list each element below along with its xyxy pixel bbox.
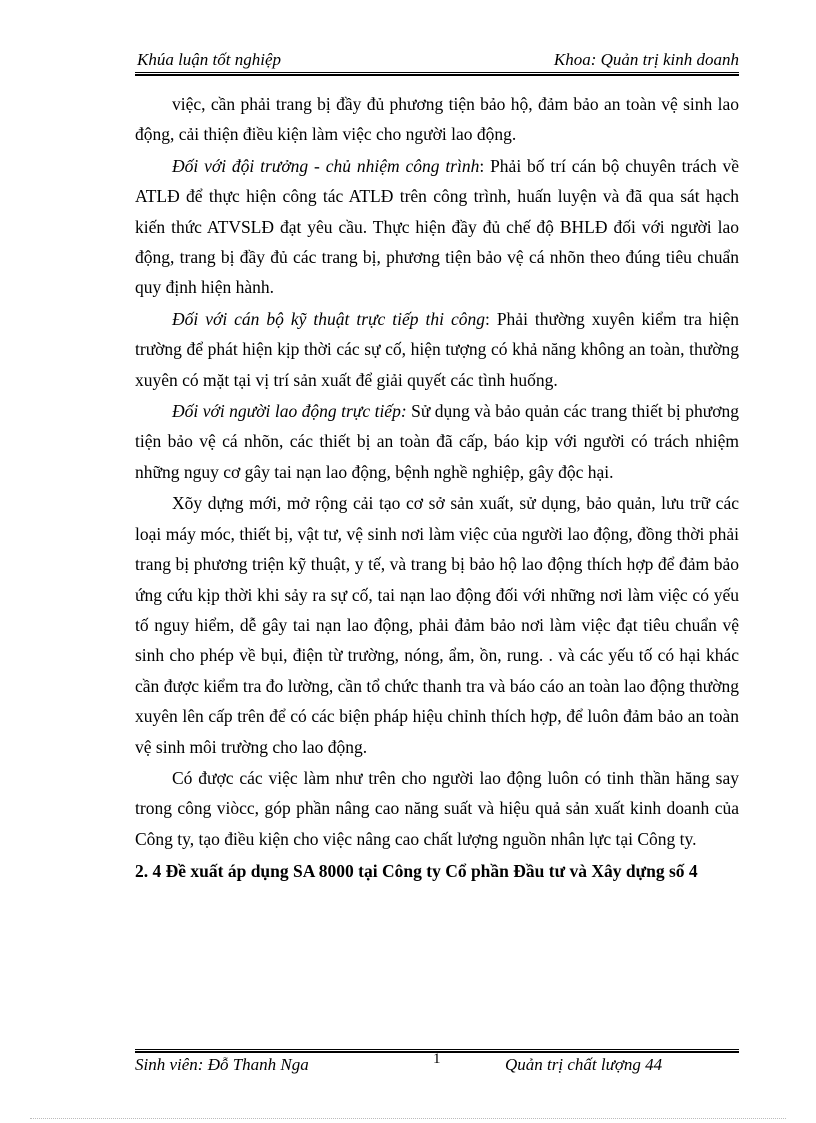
page-footer: [135, 1051, 739, 1079]
paragraph-3-lead: Đối với người lao động trực tiếp:: [172, 401, 407, 422]
footer-student: Sinh viên: Đỗ Thanh Nga: [135, 1055, 309, 1074]
paragraph-3: [135, 396, 739, 487]
header-right-text: Khoa: Quản trị kinh doanh: [553, 50, 739, 69]
paragraph-2-lead: Đối với cán bộ kỹ thuật trực tiếp thi công: [172, 308, 485, 329]
paragraph-1-lead: Đối với đội trưởng - chủ nhiệm công trình: [172, 155, 480, 176]
paragraph-2: [135, 304, 739, 395]
page-header: [135, 48, 739, 72]
paragraph-5: Có được các việc làm như trên cho người lao động luôn có tinh thần hăng say trong công viòcc, góp phần nâng cao năng suất và hiệu quả sản xuất kinh doanh của Công ty, tạo điều kiện cho việc nâng cao chất lượng nguồn nhân lực tại Công ty.: [135, 767, 739, 849]
paragraph-1-text: : Phải bố trí cán bộ chuyên trách về ATLĐ để thực hiện công tác ATLĐ trên công trình, huấn luyện và đã qua sát hạch kiến thức ATVSLĐ đạt yêu cầu. Thực hiện đầy đủ chế độ BHLĐ đối với người lao động, trang bị đầy đủ các trang bị, phương tiện bảo vệ cá nhõn theo đúng tiêu chuẩn quy định hiện hành.: [135, 155, 739, 298]
document-body: [135, 89, 739, 888]
bottom-dotted-border: [30, 1118, 786, 1119]
section-heading: 2. 4 Đề xuất áp dụng SA 8000 tại Công ty Cổ phần Đầu tư và Xây dựng số 4: [135, 861, 698, 882]
paragraph-2-text: : Phải thường xuyên kiểm tra hiện trường để phát hiện kịp thời các sự cố, hiện tượng có khả năng không an toàn, thường xuyên có mặt tại vị trí sản xuất để giải quyết các tình huống.: [135, 308, 739, 390]
footer-course: Quản trị chất lượng 44: [505, 1055, 663, 1074]
header-rule: [135, 72, 739, 76]
page-number: 1: [433, 1051, 441, 1067]
paragraph-0: việc, cần phải trang bị đầy đủ phương tiện bảo hộ, đảm bảo an toàn vệ sinh lao động, cải thiện điều kiện làm việc cho người lao động.: [135, 94, 739, 145]
header-left-text: Khúa luận tốt nghiệp: [137, 50, 282, 69]
paragraph-4: Xõy dựng mới, mở rộng cải tạo cơ sở sản xuất, sử dụng, bảo quản, lưu trữ các loại máy móc, thiết bị, vật tư, vệ sinh nơi làm việc của người lao động, đồng thời phải trang bị phương triện kỹ thuật, y tế, và trang bị bảo hộ lao động thích hợp để đảm bảo ứng cứu kịp thời khi sảy ra sự cố, tai nạn lao động đối với những nơi làm việc có yếu tố nguy hiểm, dễ gây tai nạn lao động, phải đảm bảo nơi làm việc đạt tiêu chuẩn vệ sinh cho phép về bụi, điện từ trường, nóng, ẩm, ồn, rung. . và các yếu tố có hại khác cần được kiểm tra đo lường, cần tổ chức thanh tra và báo cáo an toàn lao động thường xuyên lên cấp trên để có các biện pháp hiệu chỉnh thích hợp, để luôn đảm bảo an toàn vệ sinh môi trường cho lao động.: [135, 493, 739, 757]
paragraph-3-text: Sử dụng và bảo quản các trang thiết bị phương tiện bảo vệ cá nhõn, các thiết bị an toàn đã cấp, báo kịp với người có trách nhiệm những nguy cơ gây tai nạn lao động, bệnh nghề nghiệp, gây độc hại.: [135, 401, 739, 482]
paragraph-1: [135, 151, 739, 303]
